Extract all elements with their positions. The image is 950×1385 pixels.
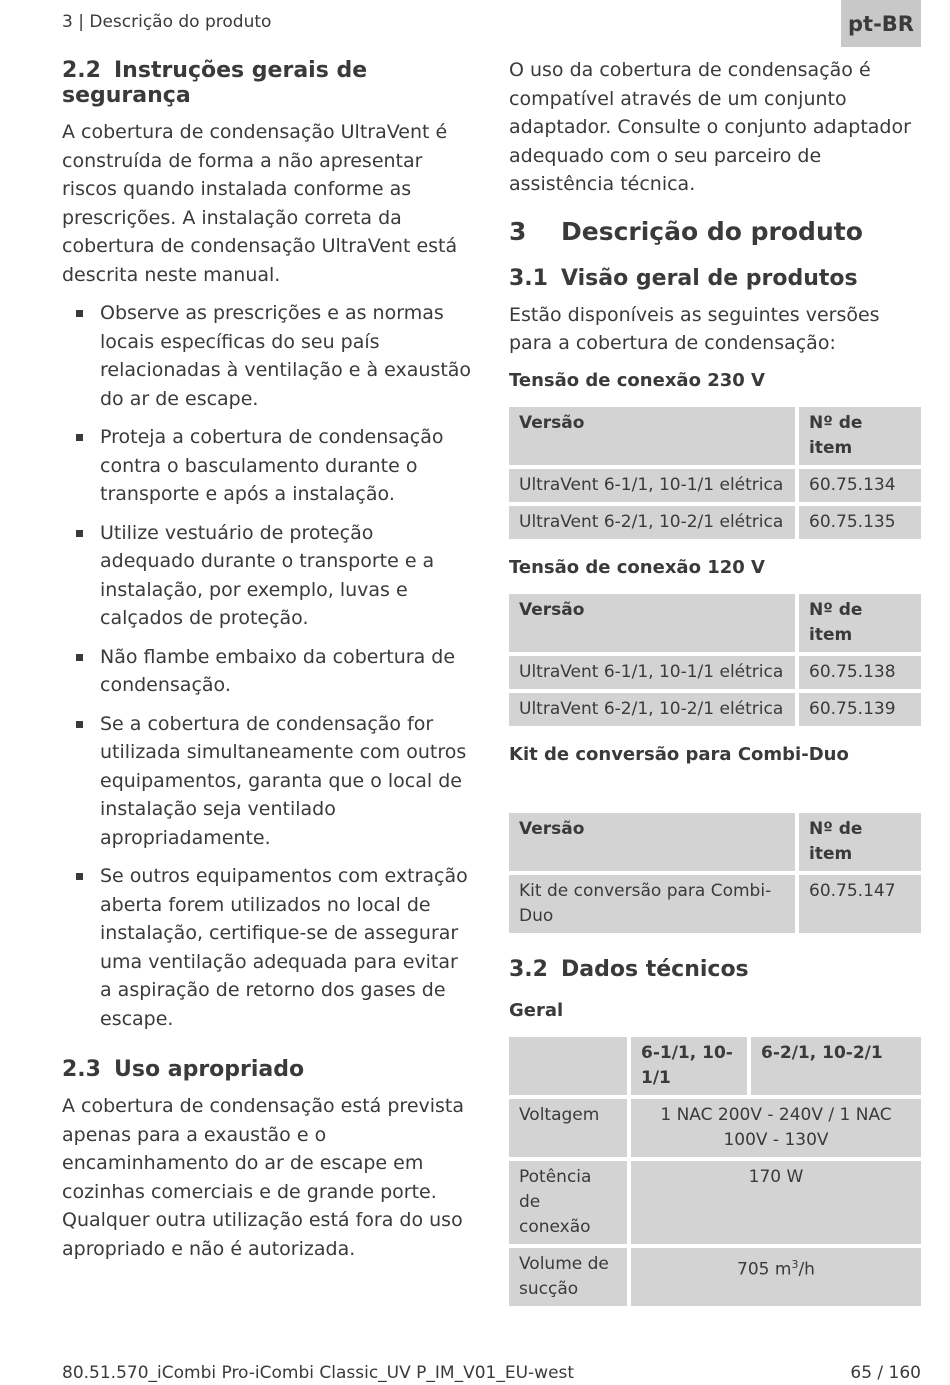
col-version-header: Versão	[509, 594, 795, 652]
table-header-row	[509, 594, 921, 652]
list-item: Se a cobertura de condensação for utilizada simultaneamente com outros equipamentos, garanta que o local de instalação seja ventilado apropriadamente.	[62, 710, 472, 853]
kit-title: Kit de conversão para Combi-Duo	[509, 743, 849, 765]
col-item-header: Nº de item	[799, 594, 921, 652]
table-header-row	[509, 1037, 921, 1095]
table-row: Potência de conexão 170 W	[509, 1161, 921, 1244]
table-120-title: Tensão de conexão 120 V	[509, 556, 765, 578]
table-row: Voltagem 1 NAC 200V - 240V / 1 NAC 100V - 130V	[509, 1099, 921, 1157]
section-heading-3: 3 Descrição do produto	[509, 216, 863, 246]
table-row: UltraVent 6-2/1, 10-2/1 elétrica 60.75.135	[509, 506, 921, 539]
running-header: 3 | Descrição do produto	[62, 12, 272, 32]
list-item: Utilize vestuário de proteção adequado durante o transporte e a instalação, por exemplo, luvas e calçados de proteção.	[62, 519, 472, 633]
table-230v	[505, 403, 925, 543]
table-120v	[505, 590, 925, 730]
tech-data-table	[505, 1033, 925, 1310]
col-6-2: 6-2/1, 10-2/1	[751, 1037, 921, 1095]
table-row: UltraVent 6-1/1, 10-1/1 elétrica 60.75.138	[509, 656, 921, 689]
table-row: UltraVent 6-2/1, 10-2/1 elétrica 60.75.139	[509, 693, 921, 726]
list-item: Proteja a cobertura de condensação contra o basculamento durante o transporte e após a instalação.	[62, 423, 472, 509]
list-item: Se outros equipamentos com extração aberta forem utilizados no local de instalação, certifique-se de assegurar uma ventilação adequada para evitar a aspiração de retorno dos gases de escape.	[62, 862, 472, 1033]
col-item-header: Nº de item	[799, 407, 921, 465]
table-230-title: Tensão de conexão 230 V	[509, 369, 765, 391]
safety-list	[62, 299, 472, 1033]
adapter-paragraph: O uso da cobertura de condensação é compatível através de um conjunto adaptador. Consulte o conjunto adaptador adequado com o seu parceiro de assistência técnica.	[509, 59, 911, 195]
col-version-header: Versão	[509, 813, 795, 871]
section-heading-3-2: 3.2 Dados técnicos	[509, 956, 749, 982]
col-6-1: 6-1/1, 10-1/1	[631, 1037, 747, 1095]
safety-paragraph: A cobertura de condensação UltraVent é construída de forma a não apresentar riscos quando instalada conforme as prescrições. A instalação correta da cobertura de condensação UltraVent está descrita neste manual.	[62, 121, 458, 286]
table-row: Volume de sucção 705 $m^3/h$	[509, 1248, 921, 1306]
table-row: Kit de conversão para Combi-Duo 60.75.147	[509, 875, 921, 933]
list-item: Observe as prescrições e as normas locais específicas do seu país relacionadas à ventilação e à exaustão do ar de escape.	[62, 299, 472, 413]
overview-paragraph: Estão disponíveis as seguintes versões para a cobertura de condensação:	[509, 303, 880, 354]
intended-use-paragraph: A cobertura de condensação está prevista apenas para a exaustão e o encaminhamento do ar de escape em cozinhas comerciais e de grande porte. Qualquer outra utilização está fora do uso apropriado e não é autorizada.	[62, 1095, 465, 1260]
language-badge: pt-BR	[841, 0, 921, 47]
section-heading-3-1: 3.1 Visão geral de produtos	[509, 265, 858, 291]
col-item-header: Nº de item	[799, 813, 921, 871]
table-header-row	[509, 813, 921, 871]
col-version-header: Versão	[509, 407, 795, 465]
table-kit	[505, 809, 925, 937]
footer-doc-id: 80.51.570_iCombi Pro-iCombi Classic_UV P_IM_V01_EU-west	[62, 1363, 575, 1383]
section-heading-2-3: 2.3 Uso apropriado	[62, 1057, 305, 1082]
general-title: Geral	[509, 999, 564, 1021]
page-number: 65 / 160	[850, 1363, 921, 1383]
list-item: Não flambe embaixo da cobertura de condensação.	[62, 643, 472, 700]
left-column	[62, 56, 472, 1263]
table-header-row	[509, 407, 921, 465]
right-column	[509, 56, 921, 1310]
table-row: UltraVent 6-1/1, 10-1/1 elétrica 60.75.134	[509, 469, 921, 502]
section-heading-2-2: 2.2 Instruções gerais de segurança	[62, 58, 368, 108]
